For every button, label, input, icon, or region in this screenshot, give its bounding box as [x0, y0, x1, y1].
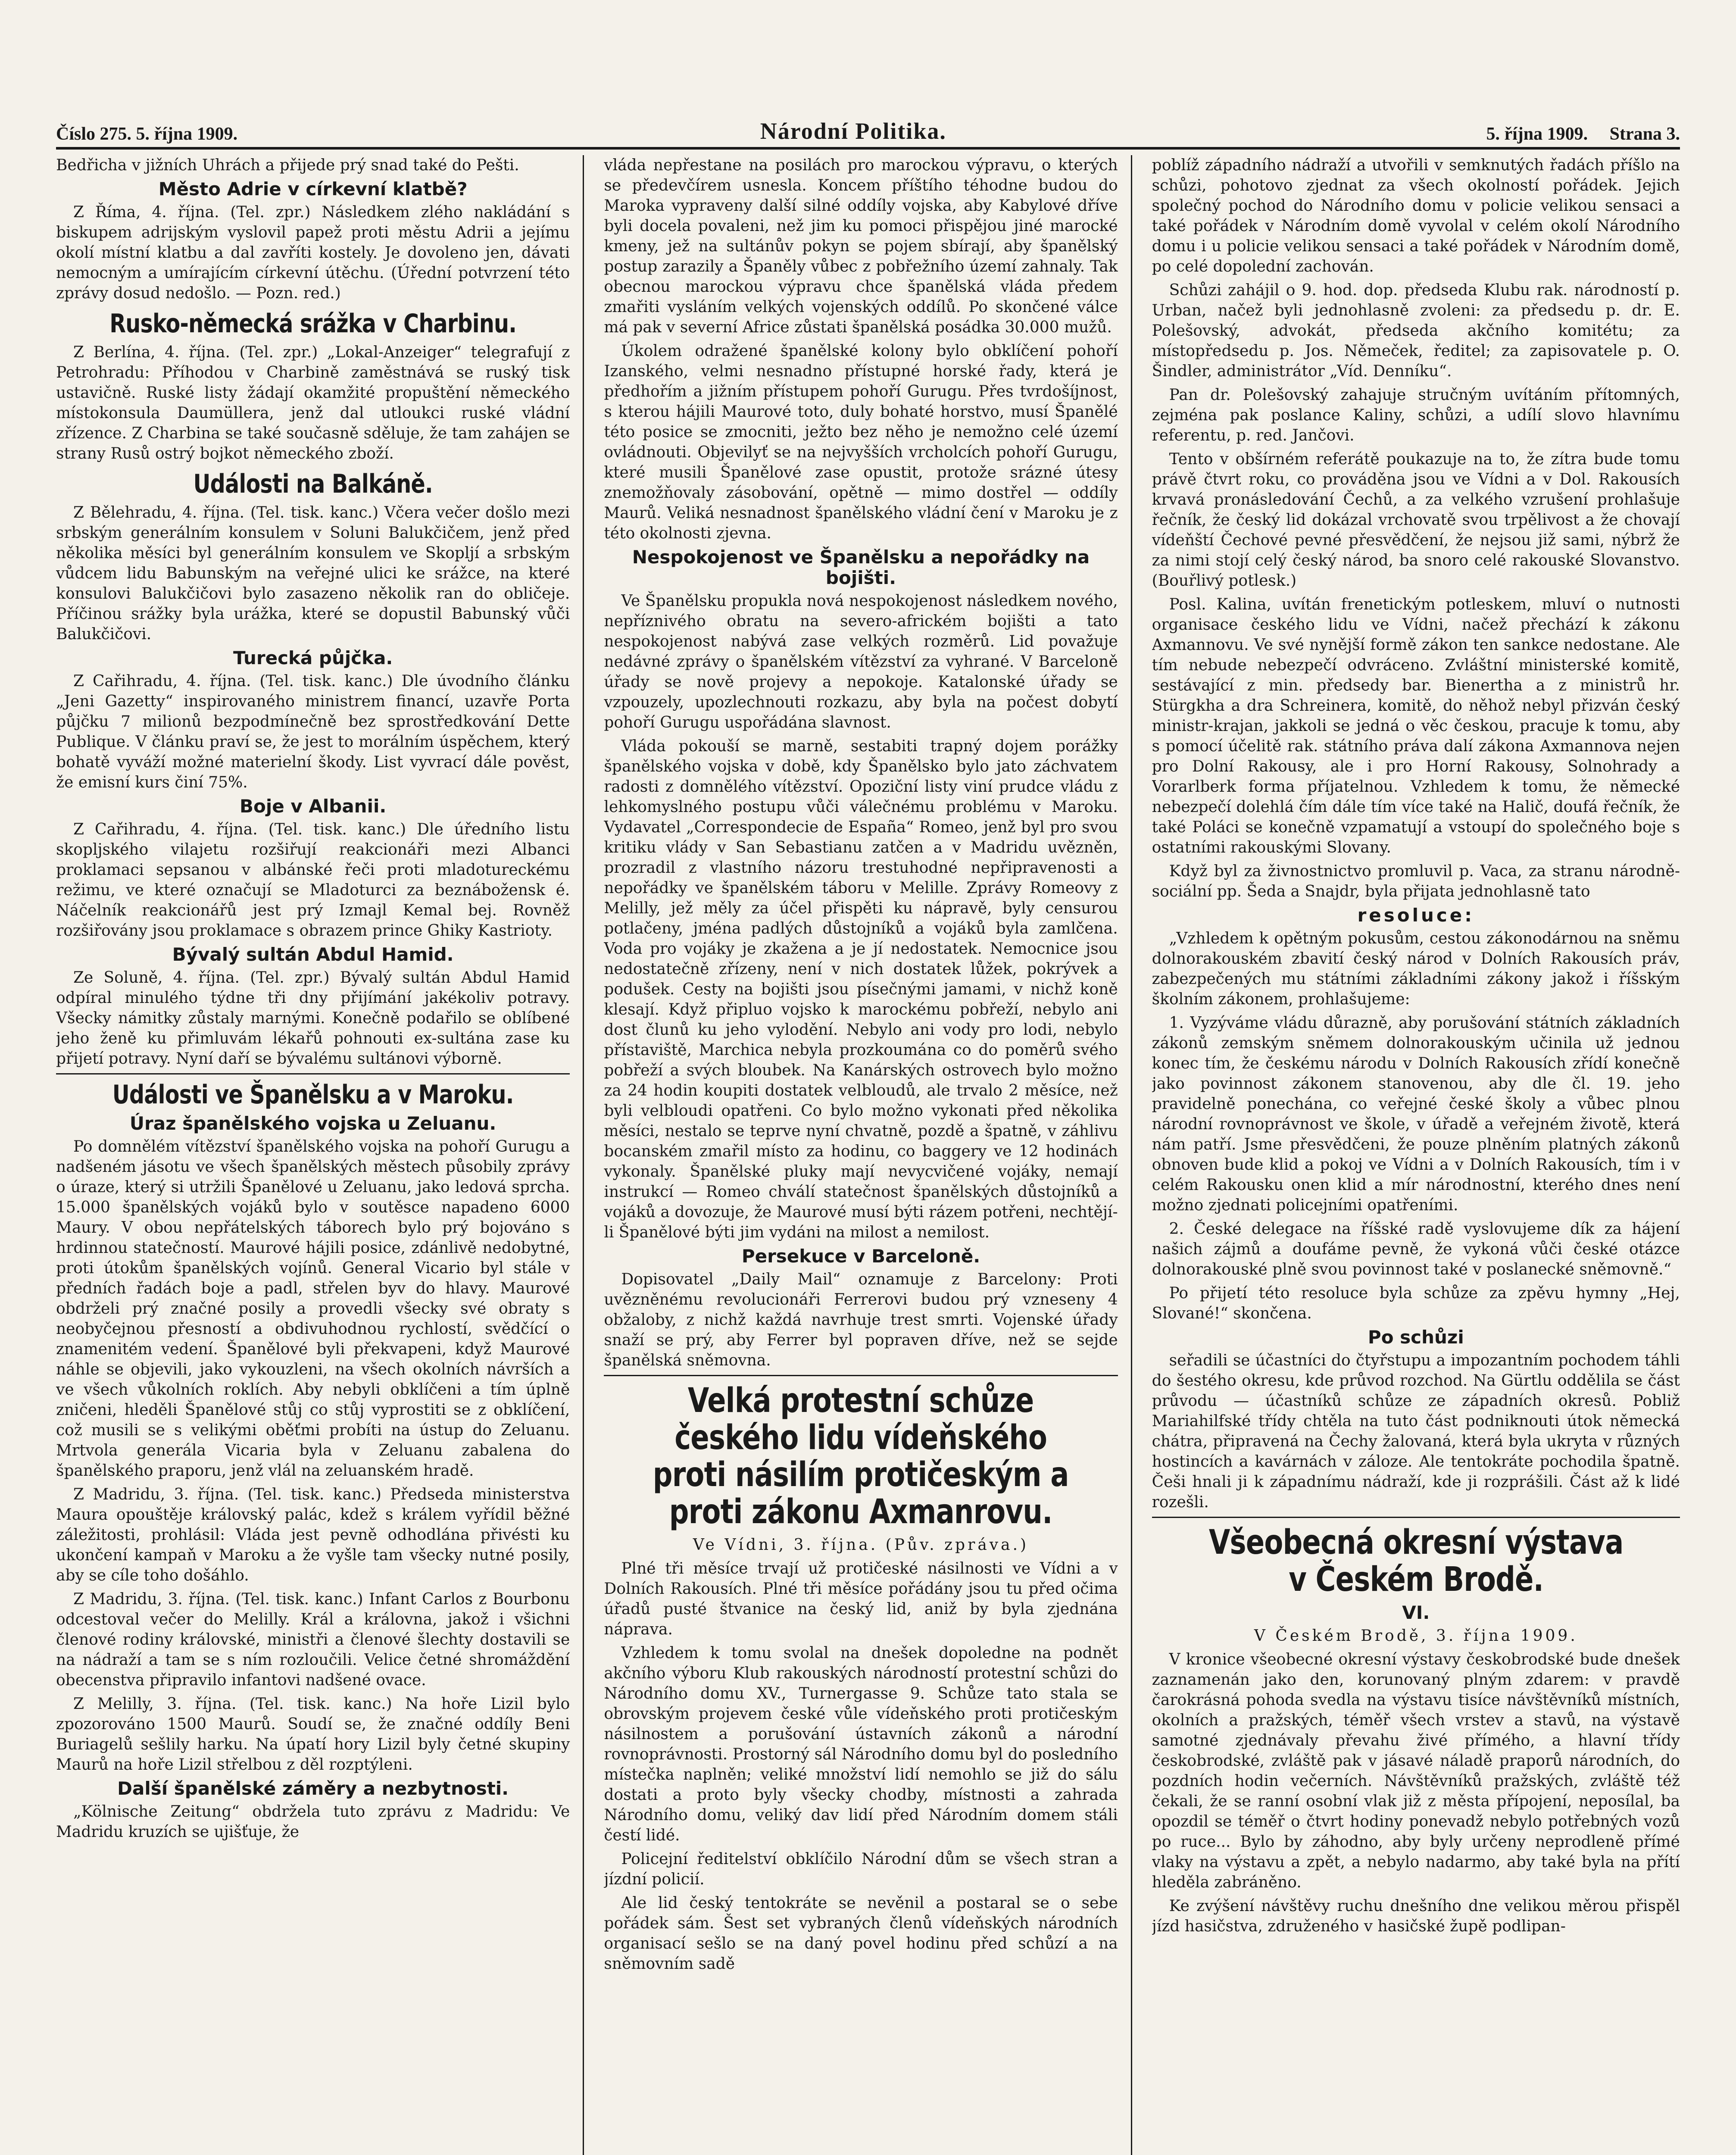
masthead-right [1469, 124, 1680, 144]
article-text: V kronice všeobecné okresní výstavy českobrodské bude dnešek zaznamenán jako den, korunovaný plným zdarem: v pravdě čarokrásná pohoda svedla na výstavu tisíce návštěvníků místních, okolních a pražských, téměř všech vrstev a stavů, na výstavě samotné zjednávaly převahu živé přímého, a hlavní třídy českobrodské, zvláště pak v jásavé náladě praporů národních, do pozdních hodin večerních. Návštěvníků pražských, zvláště též čekali, že se ranní osobní vlak již z města přípojení, neposílal, ba opozdil se téměř o čtvrt hodiny ponevadž nebylo potřebných vozů po ruce... Bylo by záhodno, aby byly určeny neprodleně přímé vlaky na výstavu a zpět, a nebylo nadarmo, aby také byla na přítí hleděla zabráněno. [1152, 1651, 1680, 1891]
article-text: Když byl za živnostnictvo promluvil p. Vaca, za stranu národně-sociální pp. Šeda a Snajdr, byla přijata jednohlasně tato [1152, 862, 1680, 900]
column-3 [1152, 155, 1680, 2155]
article-text: Bedřicha v jižních Uhrách a přijede prý snad také do Pešti. [56, 156, 519, 174]
article-text: Z Bělehradu, 4. října. (Tel. tisk. kanc.) Včera večer došlo mezi srbským generálním konsulem v Soluni Balukčičem, jenž před několika měsíci byl generálním konsulem ve Skopljí a srbským vůdcem lidu Babunským na veřejné ulici ke srážce, na které konsulovi Balukčičovi bylo zasazeno několik ran do obličeje. Příčinou srážky byla urážka, které se dopustil Babunský vůči Balukčičovi. [56, 504, 570, 643]
article-text: Z Berlína, 4. října. (Tel. zpr.) „Lokal-Anzeiger“ telegrafují z Petrohradu: Příhodou v Charbině zaměstnává se ruský tisk ustavičně. Ruské listy žádají okamžité propuštění německého místokonsula Daumüllera, jenž dal utloukci ruské vládní zřízence. Z Charbina se také současně sděluje, že tam zahájen se strany Rusů ostrý bojkot německého zboží. [56, 344, 570, 462]
article-text: 1. Vyzýváme vládu důrazně, aby porušování státních základních zákonů zemským sněmem dolnorakouským učinila už jednou konec tím, že českému národu v Dolních Rakousích zřídí konečně jako povinnost zákonem stanovenou, aby dle čl. 19. jeho pravidelně ponechána, co veřejné české školy a vůbec plnou národní rovnoprávnost ve škole, v úřadě a veřejném životě, která nám patří. Jsme přesvědčeni, že pouze plněním platných zákonů obnoven bude klid a pokoj ve Vídni a v Dolních Rakousích, tím i v celém Rakousku onen klid a mír národnostní, kterého dnes není možno zjednati policejními opatřeními. [1152, 1014, 1680, 1214]
article-text: Z Madridu, 3. října. (Tel. tisk. kanc.) Infant Carlos z Bourbonu odcestoval večer do Melilly. Král a královna, jakož i všichni členové rodiny královské, ministři a členové šlechty dostavili se na nádraží a tam se s ním rozloučili. Velice četné shromáždění obecenstva připravilo infantovi nadšené ovace. [56, 1590, 570, 1689]
article-text: „Kölnische Zeitung“ obdržela tuto zprávu z Madridu: Ve Madridu kruzích se ujišťuje, že [56, 1803, 570, 1841]
article-text: Vzhledem k tomu svolal na dnešek dopoledne na podnět akčního výboru Klub rakouských národností protestní schůzi do Národního domu XV., Turnergasse 9. Schůze tato stala se obrovským projevem české vůle vídeňského proti protičeským násilnostem a porušování ústavních zákonů a národní rovnoprávnosti. Prostorný sál Národního domu byl do posledního místečka naplněn; veliké množství lidí nemohlo se již do sálu dostati a proto byly všecky chodby, místnosti a zahrada Národního domu, veliký dav lidí před Národním domem stáli čestí lidé. [604, 1644, 1118, 1844]
article-text: Dopisovatel „Daily Mail“ oznamuje z Barcelony: Proti uvězněnému revolucionáři Ferrerovi budou prý vzneseny 4 obžaloby, z nichž každá navrhuje trest smrti. Vojenské úřady snaží se prý, aby Ferrer byl popraven dříve, než se sejde španělská sněmovna. [604, 1271, 1118, 1369]
article-text: Po domnělém vítězství španělského vojska na pohoří Gurugu a nadšeném jásotu ve všech španělských městech působily zprávy o úraze, který si utržili Španělové u Zeluanu, jako ledová sprcha. 15.000 španělských vojáků bylo v soutěsce napadeno 6000 Maury. V obou nepřátelských táborech bylo prý bojováno s hrdinnou statečností. Maurové hájili posice, zdánlivě nedobytné, proti útokům španělských vojínů. General Vicario byl stále v předních řadách boje a padl, střelen byv do hlavy. Maurové obdrželi prý značné posily a provedli všecky své obraty s neobyčejnou přesností a obdivuhodnou rychlostí, svědčící o znamenitém vedení. Španělové byli překvapeni, když Maurové náhle se objevili, jako vykouzleni, na všech okolních návrších a ve všech vůkolních roklích. Aby nebyli obklíčeni a tím úplně zničeni, hleděli Španělové stůj co stůj vyprostiti se z obklíčení, což musili se s velikými oběťmi probíti na ústup do Zeluanu. Mrtvola generála Vicaria byla v Zeluanu zabalena do španělského praporu, jenž vlál na zeluanském hradě. [56, 1138, 570, 1480]
dateline: V Českém Brodě, 3. října 1909. [1254, 1627, 1578, 1645]
article-text: Pan dr. Polešovský zahajuje stručným uvítáním přítomných, zejména pak poslance Kaliny, schůzi, a udílí slovo hlavnímu referentu, p. red. Jančovi. [1152, 386, 1680, 444]
article-text: Vláda pokouší se marně, sestabiti trapný dojem porážky španělského vojska v době, kdy Španělsko bylo jato záchvatem radosti z domnělého vítězství. Opoziční listy viní prudce vládu z lehkomyslného postupu vůči válečnému problému v Maroku. Vydavatel „Correspondecie de España“ Romeo, jenž byl pro svou kritiku vlády v San Sebastianu zatčen a v Madridu uvězněn, prozradil z vlastního názoru trestuhodné nepřipravenosti a nepořádky ve španělském táboru v Melille. Zprávy Romeovy z Melilly, jež měly za účel přispěti ku nápravě, byly censurou potlačeny, jména padlých důstojníků a vojáků byla zamlčena. Voda pro vojáky je zkažena a je jí nedostatek. Nemocnice jsou nedostatečně zřízeny, není v nich dostatek lůžek, pokrývek a podušek. Cesty na bojišti jsou písečnými jamami, v nichž koně klesají. Když připluo vojsko k marockému pobřeží, nebylo ani dost člunů ku jeho vylodění. Nebylo ani vody pro lodi, nebylo přístaviště, Marchica nebyla prozkoumána co do poměrů svého pobřeží a svých bloubek. Na Kanárských ostrovech bylo možno za 24 hodin koupiti dostatek velbloudů, ale trvalo 2 měsíce, než byli velbloudi opatřeni. Co bylo možno vykonati před několika měsíci, nestalo se teprve nyní chvatně, pozdě a špatně, v záhlivu bocanském zmařil místo za hodinu, co baggery ve 12 hodinách vykonaly. Španělské pluky mají nevycvičené vojáky, nemají instrukcí — Romeo chválí statečnost španělských důstojníků a vojáků a dovozuje, že Maurové musí býti rázem potřeni, nechtějí-li Španělové býti jim vydáni na milost a nemilost. [604, 737, 1118, 1241]
section-heading: Všeobecná okresní výstava v Českém Brodě. [1208, 1523, 1624, 1599]
article-text: Posl. Kalina, uvítán frenetickým potleskem, mluví o nutnosti organisace českého lidu ve Vídni, načež přechází k zákonu Axmannovu. Ve své nynější formě zákon ten sankce nedostane. Ale tím nebude nebezpečí odvráceno. Zvláštní ministerské komitě, sestávající z min. předsedy bar. Bienertha a z ministrů hr. Stürgkha a dra Schreinera, komitě, do něhož nebyl přizván český ministr-krajan, jakkoli se jedná o věc českou, pracuje k tomu, aby s pomocí účelitě rak. státního práva dalí zákona Axmannova nejen pro Dolní Rakousy, ale i pro Horní Rakousy, Solnohrady a Vorarlberk forma příjatelnou. Vzhledem k tomu, že německé nebezpečí dolehlá čím dále tím více také na Halič, doufá řečník, že také Poláci se konečně vzpamatují a vstoupí do společného boje s ostatními rakouskými Slovany. [1152, 596, 1680, 856]
article-text: Plné tři měsíce trvají už protičeské násilnosti ve Vídni a v Dolních Rakousích. Plné tři měsíce pořádány jsou tu před očima úřadů pusté štvanice na český lid, aniž by byla zjednána náprava. [604, 1560, 1118, 1638]
article-heading: Bývalý sultán Abdul Hamid. [172, 944, 454, 965]
article-heading: Boje v Albanii. [240, 796, 387, 817]
article-text: Z Cařihradu, 4. října. (Tel. tisk. kanc.) Dle úvodního článku „Jeni Gazetty“ inspirovaného ministrem financí, uzavře Porta půjčku 7 milionů bezpodmínečně bez sprostředkování Dette Publique. V článku praví se, že jest to morálním úspěchem, který bohatě vyváží možné materielní škody. List vyvrací dále pověst, že emisní kurs činí 75%. [56, 672, 570, 791]
article-text: Z Melilly, 3. října. (Tel. tisk. kanc.) Na hoře Lizil bylo zpozorováno 1500 Maurů. Soudí se, že značné oddíly Beni Buriagelů sešlily harku. Na úpatí hory Lizil byly četné skupiny Maurů na hoře Lizil střelbou z děl rozptýleni. [56, 1695, 570, 1774]
column-1 [56, 155, 584, 2155]
divider [56, 1073, 570, 1074]
article-heading: Úraz španělského vojska u Zeluanu. [129, 1113, 496, 1134]
page-number: Strana 3. [1609, 124, 1680, 144]
article-text: Tento v obšírném referátě poukazuje na to, že zítra bude tomu právě čtvrt roku, co prováděna jsou ve Vídni a v Dol. Rakousích krvavá pronásledování Čechů, a za velkého vzrušení prohlašuje řečník, že český lid dokázal vrchovatě svou trpělivost a že chovají vídeňští Čechové pevné přesvědčení, že nejsou již sami, nýbrž že za nimi stojí celý český národ, ba snoro celé rakouské Slovanstvo. (Bouřlivý potlesk.) [1152, 450, 1680, 590]
article-text: Z Cařihradu, 4. října. (Tel. tisk. kanc.) Dle úředního listu skopljského vilajetu rozšiřují reakcionáři mezi Albanci proklamaci sepsanou v albánské řeči proti mladotureckému režimu, ve které označují se Mladoturci za beznábožensk é. Náčelník reakcionářů jest prý Izmajl Kemal bej. Rovněž rozšiřovány jsou proklamace s obrazem prince Ghiky Kastrioty. [56, 821, 570, 940]
article-text: „Vzhledem k opětným pokusům, cestou zákonodárnou na sněmu dolnorakouském zbavití český národ v Dolních Rakousích práv, zabezpečených mu státními základními zákony jakož i říšským školním zákonem, prohlašujeme: [1152, 930, 1680, 1008]
section-heading: Velká protestní schůze českého lidu vídeňského proti násilím protičeským a proti zákonu Axmanrovu. [653, 1381, 1069, 1531]
article-text: Úkolem odražené španělské kolony bylo obklíčení pohoří Izanského, velmi nesnadno přístupné horské řady, která je předhořím a jižním přístupem pohoří Gurugu. Přes tvrdošíjnost, s kterou hájili Maurové toto, duly bohaté horstvo, musí Španělé této posice se zmocniti, ježto bez něho je nemožno celé území ovládnouti. Objevilyť se na nejvyšších vrcholcích pohoří Gurugu, které musili Španělové zase opustit, protože srázné útesy znemožňovaly zásobování, opětně — mimo dostřel — oddíly Maurů. Veliká nesnadnost španělského vládní čení v Maroku je z této okolnosti zjevna. [604, 342, 1118, 542]
article-text: Ale lid český tentokráte se nevěnil a postaral se o sebe pořádek sám. Šest set vybraných členů vídeňských národních organisací sešlo se na daný povel hodinu před schůzí a na sněmovním sadě [604, 1894, 1118, 1973]
article-text: Policejní ředitelství obklíčilo Národní dům se všech stran a jízdní policií. [604, 1850, 1118, 1888]
article-text: Z Říma, 4. října. (Tel. zpr.) Následkem zlého nakládání s biskupem adrijským vyslovil papež proti městu Adrii a jejímu okolí místní klatbu a dal zavříti kostely. Je dovoleno jen, dávati nemocným a umírajícím církevní útěchu. (Úřední potvrzení této zprávy dosud nedošlo. — Pozn. red.) [56, 203, 570, 302]
article-text: Ze Soluně, 4. října. (Tel. zpr.) Bývalý sultán Abdul Hamid odpíral minulého týdne tři dny přijímání jakékoliv potravy. Všecky námitky zůstaly marnými. Konečně podařilo se oblíbené jeho ženě ku přimluvám lékařů pohnouti ex-sultána zase ku přijetí potravy. Nyní daří se bývalému sultánovi výborně. [56, 969, 570, 1068]
divider [604, 1375, 1118, 1376]
newspaper-title: Národní Politika. [760, 118, 946, 144]
article-text: Po přijetí této resoluce byla schůze za zpěvu hymny „Hej, Slované!“ skončena. [1152, 1284, 1680, 1322]
section-heading: Události ve Španělsku a v Maroku. [112, 1080, 514, 1110]
masthead [56, 110, 1680, 150]
column-2 [604, 155, 1132, 2155]
article-text: seřadili se účastníci do čtyřstupu a impozantním pochodem táhli do šestého okresu, kde průvod rozchod. Na Gürtlu oddělila se část průvodu — účastníků schůze ze západních okresů. Pobliž Mariahilfské třídy chtěla na tuto část podniknouti útok německá chátra, připravená na Čechy žalovaná, která byla ukryta v různých hostincích a kavárnách v záloze. Ale tentokráte pochodila špatně. Češi hnali ji k západnímu nádraží, kde ji rozprášili. Část až k lidé rozešli. [1152, 1352, 1680, 1511]
article-text: Schůzi zahájil o 9. hod. dop. předseda Klubu rak. národností p. Urban, načež byli jednohlasně zvoleni: za předsedu p. dr. E. Polešovský, advokát, předseda akčního komitétu; za místopředsedu p. Jos. Němeček, ředitel; za zapisovatele p. O. Šindler, administrátor „Víd. Denníku“. [1152, 281, 1680, 380]
columns [56, 155, 1680, 2155]
article-heading: resoluce: [1357, 905, 1475, 926]
dateline: Ve Vídni, 3. října. (Pův. zpráva.) [693, 1536, 1029, 1554]
article-text: 2. České delegace na říšské radě vyslovujeme dík za hájení našich zájmů a doufáme pevně, že vykoná vůči české otázce dolnorakouské plně svou povinnost také v poslanecké sněmovně.“ [1152, 1220, 1680, 1278]
article-text: Z Madridu, 3. října. (Tel. tisk. kanc.) Předseda ministerstva Maura opouštěje královský palác, kdež s králem vyřídil běžné záležitosti, prohlásil: Vláda jest pevně odhodlána přivésti ku ukončení kampaň v Maroku a že vyšle tam všecky nutné posily, aby se cíle toho došáhlo. [56, 1486, 570, 1584]
article-heading: Město Adrie v církevní klatbě? [158, 178, 468, 200]
article-text: vláda nepřestane na posilách pro marockou výpravu, o kterých se předevčírem usnesla. Koncem příštího téhodne budou do Maroka vypraveny další silné oddíly vojska, aby Kabylové dříve byli docela povaleni, než jim ku pomoci přispějou jiné marocké kmeny, jež na sultánův pokyn se pojem sbírají, aby španělský postup zarazily a Španěly vůbec z pobřežního území zahnaly. Tak obecnou marockou výpravu chce španělská vláda předem zmařiti vysláním velkých vojenských oddílů. Po skončené válce má pak v severní Africe zůstati španělská posádka 30.000 mužů. [604, 156, 1118, 336]
article-heading: Další španělské záměry a nezbytnosti. [117, 1778, 509, 1799]
section-heading: Události na Balkáně. [193, 469, 433, 499]
article-heading: Turecká půjčka. [233, 647, 393, 668]
article-heading: Persekuce v Barceloně. [741, 1246, 980, 1267]
article-text: Ve Španělsku propukla nová nespokojenost následkem nového, nepříznivého obratu na severo-africkém bojišti a tato nespokojenost nabývá zase velkých rozměrů. Lid považuje nedávné zprávy o španělském vítězství za vyhrané. V Barceloně úřady se nově projevy a nepokoje. Katalonské úřady se vzpouzely, upozlechnouti rozkazu, aby byla na počest dobytí pohoří Gurugu uspořádána slavnost. [604, 592, 1118, 731]
article-heading: Rusko-německá srážka v Charbinu. [109, 309, 517, 339]
article-text: poblíž západního nádraží a utvořili v semknutých řadách příšlo na schůzi, pohotovo zjednat za všech okolností pořádek. Jejich společný pochod do Národního domu v policie velikou sensaci a také pořádek v Národním domě vyvolal v celém okolí Národního domu i u policie velikou sensaci a také pořádek v Národním domě, po celé dopolední zachován. [1152, 156, 1680, 275]
issue-date: 5. října 1909. [1486, 124, 1588, 144]
article-heading: VI. [1402, 1602, 1430, 1623]
article-heading: Nespokojenost ve Španělsku a nepořádky na bojišti. [632, 547, 1090, 588]
article-heading: Po schůzi [1368, 1327, 1464, 1348]
issue-number: Číslo 275. 5. října 1909. [56, 124, 238, 144]
divider [1152, 1517, 1680, 1518]
article-text: Ke zvýšení návštěvy ruchu dnešního dne velikou měrou přispěl jízd hasičstva, združeného v hasičské župě podlipan- [1152, 1897, 1680, 1935]
